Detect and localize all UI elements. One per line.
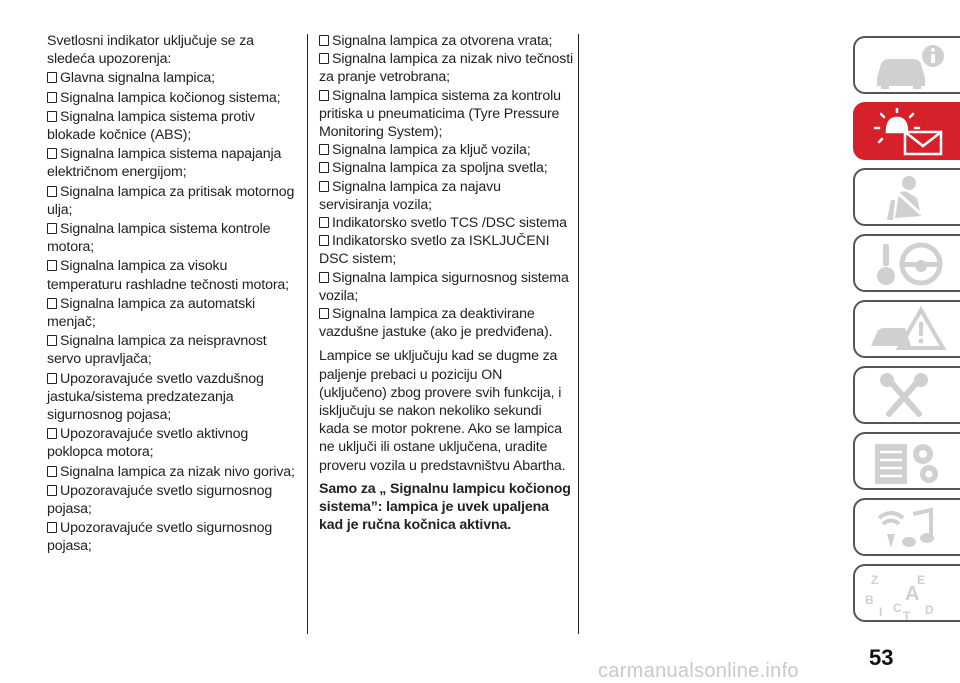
tab-safety[interactable] <box>853 168 960 226</box>
column-divider <box>307 34 308 634</box>
svg-text:D: D <box>925 603 934 617</box>
list-item: Signalna lampica za nizak nivo tečnosti za pranje vetrobrana; <box>319 51 573 86</box>
steering-key-icon <box>865 240 955 290</box>
multimedia-icon <box>865 504 955 554</box>
list-item: Signalna lampica sistema protiv blokade kočnice (ABS); <box>47 108 255 144</box>
warning-symbol-icon <box>319 181 329 192</box>
right-column <box>319 32 573 534</box>
list-item: Upozoravajuće svetlo vazdušnog jastuka/sistema predzatezanja sigurnosnog pojasa; <box>47 370 264 424</box>
svg-text:E: E <box>917 573 926 587</box>
warning-symbol-icon <box>47 466 57 477</box>
warning-symbol-icon <box>319 308 329 319</box>
list-item: Signalna lampica za spoljna svetla; <box>319 159 573 177</box>
list-item: Glavna signalna lampica; <box>47 69 299 87</box>
list-item: Signalna lampica za pritisak motornog ulja; <box>47 183 295 218</box>
tab-car-info[interactable] <box>853 36 960 94</box>
list-item: Signalna lampica kočionog sistema; <box>47 89 299 107</box>
column-divider <box>578 34 579 634</box>
list-item: Signalna lampica sistema za kontrolu pritiska u pneumaticima (Tyre Pressure Monitoring System); <box>319 87 561 141</box>
warning-symbol-icon <box>47 92 57 103</box>
tab-maintenance[interactable] <box>853 366 960 424</box>
warning-symbol-icon <box>47 111 57 122</box>
list-item: Indikatorsko svetlo TCS /DSC sistema <box>319 214 573 232</box>
warning-symbol-icon <box>47 223 57 234</box>
list-item: Signalna lampica za ključ vozila; <box>319 141 573 159</box>
bold-note: Samo za „ Signalnu lampicu kočionog sistema”: lampica je uvek upaljena kad je ručna kočnica aktivna. <box>319 480 571 534</box>
list-item: Signalna lampica za nizak nivo goriva; <box>47 463 299 481</box>
svg-text:I: I <box>879 605 883 619</box>
warning-symbol-icon <box>319 53 329 64</box>
warning-symbol-icon <box>319 272 329 283</box>
wrench-tools-icon <box>865 372 955 422</box>
warning-symbol-icon <box>319 235 329 246</box>
warning-symbol-icon <box>47 298 57 309</box>
list-item: Upozoravajuće svetlo aktivnog poklopca motora; <box>47 426 249 461</box>
warning-symbol-icon <box>319 217 329 228</box>
warning-symbol-icon <box>47 72 57 83</box>
warning-symbol-icon <box>319 35 329 46</box>
list-item: Signalna lampica za visoku temperaturu rashladne tečnosti motora; <box>47 258 289 293</box>
warning-light-icon <box>865 108 955 158</box>
tab-index[interactable] <box>853 564 960 622</box>
warning-symbol-icon <box>47 260 57 271</box>
svg-text:C: C <box>893 601 902 615</box>
warning-symbol-icon <box>47 148 57 159</box>
svg-text:T: T <box>903 609 911 620</box>
specs-gears-icon <box>865 438 955 488</box>
svg-text:A: A <box>905 583 920 605</box>
warning-symbol-icon <box>47 522 57 533</box>
crash-warning-icon <box>865 306 955 356</box>
tab-starting-driving[interactable] <box>853 234 960 292</box>
warning-symbol-icon <box>47 335 57 346</box>
intro-text: Svetlosni indikator uključuje se za sledeća upozorenja: <box>47 33 254 68</box>
car-info-icon <box>865 42 955 92</box>
warning-symbol-icon <box>319 144 329 155</box>
page-number: 53 <box>869 645 894 670</box>
list-item: Signalna lampica sigurnosnog sistema vozila; <box>319 269 569 304</box>
list-item: Upozoravajuće svetlo sigurnosnog pojasa; <box>47 482 273 518</box>
list-item: Signalna lampica za neispravnost servo upravljača; <box>47 333 267 368</box>
warning-symbol-icon <box>47 186 57 197</box>
list-item: Indikatorsko svetlo za ISKLJUČENI DSC sistem; <box>319 233 550 268</box>
tab-emergency[interactable] <box>853 300 960 358</box>
list-item: Signalna lampica sistema napajanja električnom energijom; <box>47 146 282 181</box>
warning-symbol-icon <box>319 162 329 173</box>
list-item: Signalna lampica za najavu servisiranja vozila; <box>319 178 501 213</box>
body-paragraph: Lampice se uključuju kad se dugme za paljenje prebaci u poziciju ON (uključeno) zbog provere svih funkcija, i isključuju se nakon nekoliko sekundi kada se motor pokrene. Ako se lampica ne uključi ili ostane uključena, uradite proveru vozila u predstavništvu Abartha. <box>319 348 566 474</box>
seat-airbag-icon <box>865 174 955 224</box>
tab-multimedia[interactable] <box>853 498 960 556</box>
warning-symbol-icon <box>47 373 57 384</box>
list-item: Signalna lampica za deaktivirane vazdušne jastuke (ako je predviđena). <box>319 306 553 341</box>
list-item: Signalna lampica za automatski menjač; <box>47 295 256 331</box>
svg-text:Z: Z <box>871 573 879 587</box>
warning-symbol-icon <box>319 90 329 101</box>
list-item: Signalna lampica sistema kontrole motora; <box>47 221 271 256</box>
tab-specifications[interactable] <box>853 432 960 490</box>
svg-text:B: B <box>865 593 874 607</box>
warning-symbol-icon <box>47 428 57 439</box>
left-column <box>47 32 299 557</box>
tab-warning-lights[interactable] <box>853 102 960 160</box>
list-item: Signalna lampica za otvorena vrata; <box>319 32 573 50</box>
index-letters-icon <box>865 570 955 620</box>
list-item: Upozoravajuće svetlo sigurnosnog pojasa; <box>47 520 273 555</box>
watermark: carmanualsonline.info <box>598 660 799 682</box>
warning-symbol-icon <box>47 485 57 496</box>
